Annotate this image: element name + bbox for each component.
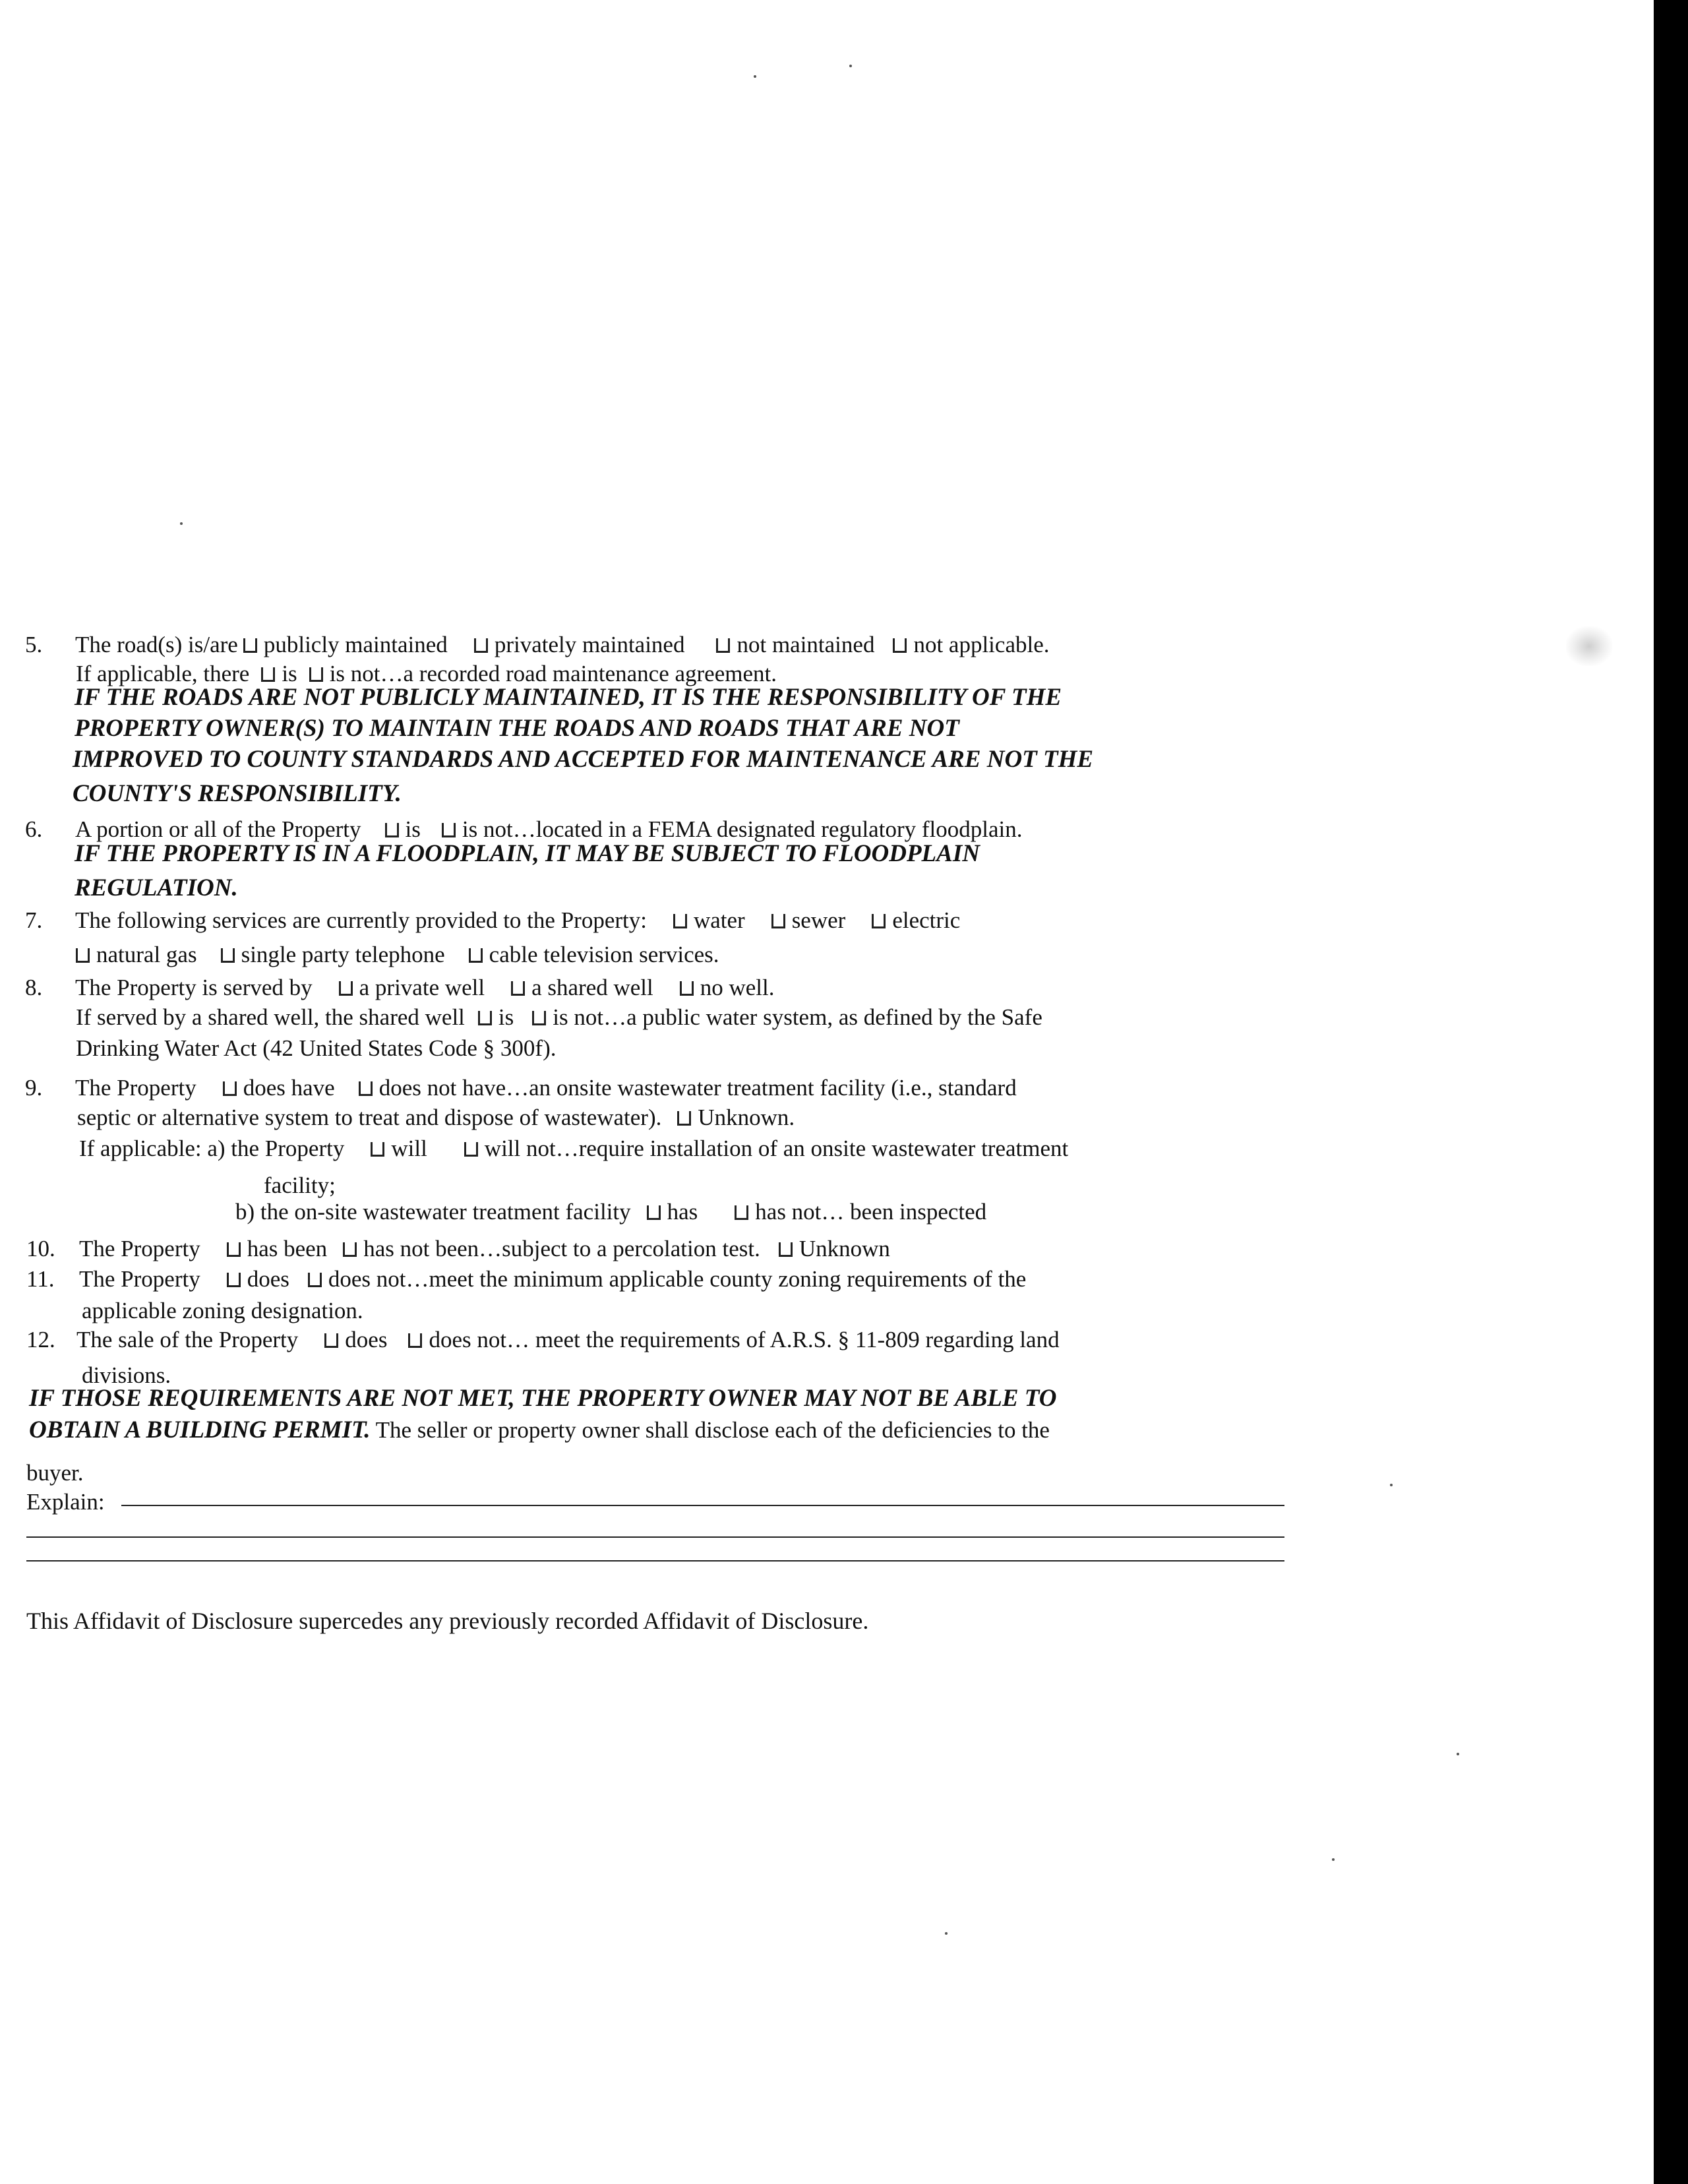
checkbox[interactable] (339, 981, 353, 996)
item-9-line-4: facility; (264, 1172, 336, 1198)
checkbox[interactable] (680, 981, 694, 996)
checkbox[interactable] (647, 1205, 661, 1220)
item-5-warning: PROPERTY OWNER(S) TO MAINTAIN THE ROADS AND ROADS THAT ARE NOT (75, 715, 959, 742)
scan-speck (180, 522, 183, 525)
item-5-line-2: If applicable, there is is not…a recorded road maintenance agreement. (76, 661, 777, 686)
closing-warning: IF THOSE REQUIREMENTS ARE NOT MET, THE PROPERTY OWNER MAY NOT BE ABLE TO (29, 1385, 1057, 1412)
item-number: 9. (25, 1075, 43, 1101)
explain-line[interactable] (121, 1505, 1284, 1506)
checkbox[interactable] (227, 1242, 241, 1257)
item-6-warning: IF THE PROPERTY IS IN A FLOODPLAIN, IT MAY BE SUBJECT TO FLOODPLAIN (75, 840, 980, 867)
checkbox[interactable] (716, 638, 730, 653)
item-5-warning: COUNTY'S RESPONSIBILITY. (73, 780, 402, 807)
item-12-line-2: divisions. (82, 1362, 171, 1388)
item-9-line-5: b) the on-site wastewater treatment facility has has not… been inspected (235, 1199, 987, 1225)
checkbox[interactable] (76, 948, 90, 963)
checkbox[interactable] (324, 1333, 338, 1348)
item-9-line-3: If applicable: a) the Property will will not…require installation of an onsite wastewater treatment (79, 1136, 1069, 1161)
checkbox[interactable] (771, 914, 785, 928)
checkbox[interactable] (469, 948, 483, 963)
checkbox[interactable] (243, 638, 257, 653)
checkbox[interactable] (359, 1081, 373, 1096)
scan-border (1654, 0, 1688, 2184)
checkbox[interactable] (227, 1273, 241, 1287)
item-number: 8. (25, 975, 43, 1000)
scan-smudge (1566, 626, 1612, 666)
checkbox[interactable] (223, 1081, 237, 1096)
item-11-line-2: applicable zoning designation. (82, 1298, 363, 1323)
checkbox[interactable] (474, 638, 488, 653)
scan-speck (1457, 1753, 1459, 1755)
item-5-warning: IMPROVED TO COUNTY STANDARDS AND ACCEPTED FOR MAINTENANCE ARE NOT THE (73, 746, 1094, 773)
explain-line[interactable] (26, 1536, 1284, 1538)
item-7-line-2: natural gas single party telephone cable television services. (76, 943, 719, 966)
item-8-line-1: 8. The Property is served by a private well a shared well no well. (25, 975, 775, 1000)
checkbox[interactable] (371, 1142, 384, 1157)
item-number: 5. (25, 632, 43, 657)
closing-line-2: OBTAIN A BUILDING PERMIT. The seller or property owner shall disclose each of the deficiencies to the (29, 1416, 1050, 1443)
scan-speck (849, 65, 852, 67)
checkbox[interactable] (511, 981, 525, 996)
explain-line[interactable] (26, 1560, 1284, 1562)
checkbox[interactable] (893, 638, 907, 653)
scan-speck (1390, 1484, 1393, 1486)
item-6-warning: REGULATION. (75, 874, 238, 901)
checkbox[interactable] (478, 1011, 492, 1025)
item-10-line-1: 10. The Property has been has not been…subject to a percolation test. Unknown (26, 1236, 890, 1261)
checkbox[interactable] (464, 1142, 478, 1157)
item-8-line-3: Drinking Water Act (42 United States Code § 300f). (76, 1035, 557, 1061)
item-number: 11. (26, 1266, 55, 1292)
item-9-line-2: septic or alternative system to treat and dispose of wastewater). Unknown. (77, 1105, 795, 1130)
item-number: 7. (25, 907, 43, 933)
item-5-warning: IF THE ROADS ARE NOT PUBLICLY MAINTAINED, IT IS THE RESPONSIBILITY OF THE (75, 684, 1062, 711)
explain-label: Explain: (26, 1489, 105, 1515)
item-12-line-1: 12. The sale of the Property does does not… meet the requirements of A.R.S. § 11-809 regarding land (26, 1327, 1060, 1352)
closing-line-3: buyer. (26, 1460, 84, 1486)
checkbox[interactable] (779, 1242, 793, 1257)
item-6-line-1: 6. A portion or all of the Property is is not…located in a FEMA designated regulatory floodplain. (25, 816, 1023, 842)
checkbox[interactable] (385, 823, 399, 837)
checkbox[interactable] (308, 1273, 322, 1287)
item-number: 6. (25, 816, 43, 842)
checkbox[interactable] (735, 1205, 748, 1220)
item-8-line-2: If served by a shared well, the shared well is is not…a public water system, as defined by the Safe (76, 1004, 1042, 1030)
item-number: 10. (26, 1236, 55, 1261)
item-5-line-1: 5. The road(s) is/are publicly maintained privately maintained not maintained not applicable. (25, 632, 1050, 657)
footer-statement: This Affidavit of Disclosure supercedes any previously recorded Affidavit of Disclosure. (26, 1608, 869, 1634)
checkbox[interactable] (261, 667, 275, 682)
scan-speck (754, 75, 756, 78)
checkbox[interactable] (532, 1011, 546, 1025)
checkbox[interactable] (408, 1333, 422, 1348)
checkbox[interactable] (442, 823, 456, 837)
scan-speck (1332, 1858, 1335, 1861)
item-9-line-1: 9. The Property does have does not have…an onsite wastewater treatment facility (i.e., standard (25, 1075, 1017, 1101)
checkbox[interactable] (309, 667, 323, 682)
scan-speck (945, 1932, 948, 1935)
checkbox[interactable] (673, 914, 687, 928)
item-number: 12. (26, 1327, 55, 1352)
item-7-line-1: 7. The following services are currently provided to the Property: water sewer electric (25, 907, 961, 933)
item-11-line-1: 11. The Property does does not…meet the minimum applicable county zoning requirements of the (26, 1266, 1027, 1292)
checkbox[interactable] (677, 1111, 691, 1126)
checkbox[interactable] (872, 914, 886, 928)
checkbox[interactable] (343, 1242, 357, 1257)
checkbox[interactable] (221, 948, 235, 963)
